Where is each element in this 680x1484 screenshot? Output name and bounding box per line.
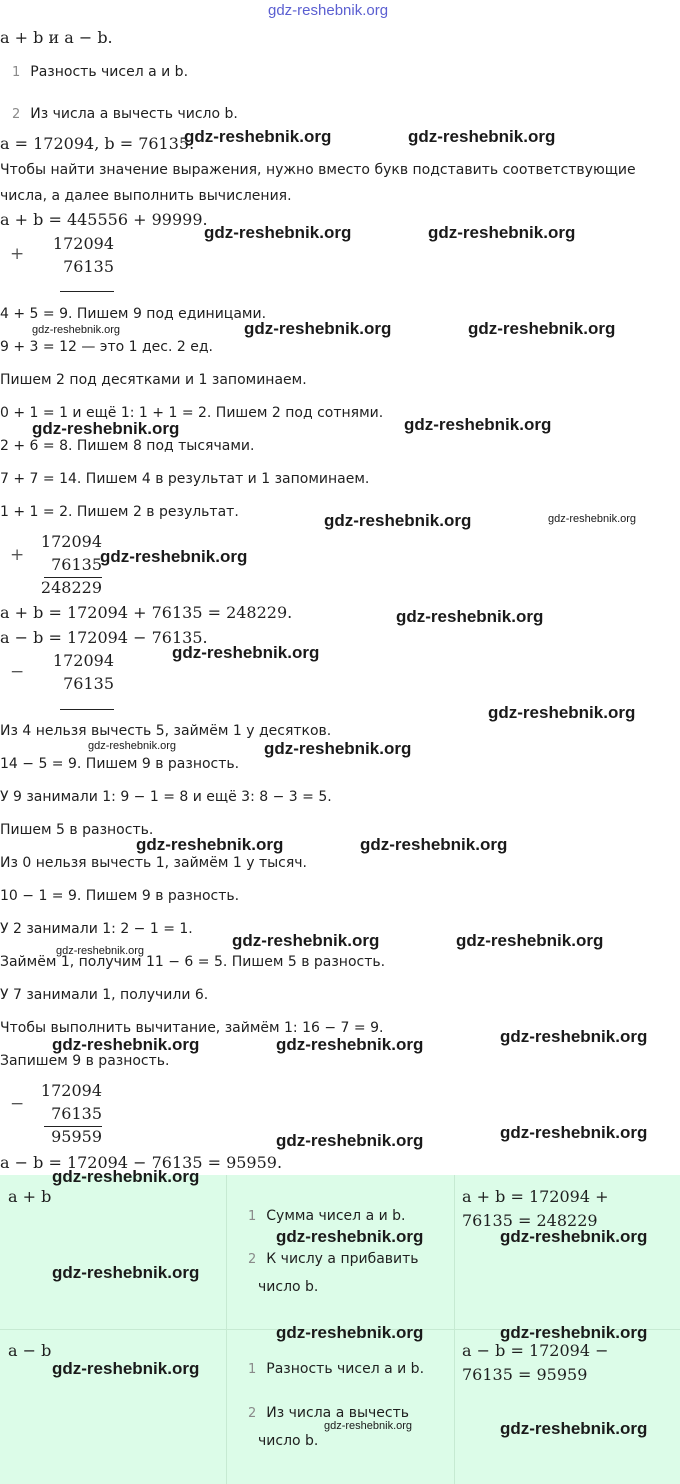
minus-sign: − (10, 662, 25, 682)
list-text: Разность чисел a и b. (266, 1361, 425, 1377)
difference-result: a − b = 172094 − 76135 = 95959. (0, 1153, 283, 1172)
list-index: 2 (12, 107, 21, 122)
subtrahend: 76135 (63, 674, 114, 693)
watermark-text: gdz-reshebnik.org (456, 931, 604, 950)
watermark-text: gdz-reshebnik.org (32, 419, 180, 438)
plus-sign: + (10, 545, 25, 565)
add-step-5: 2 + 6 = 8. Пишем 8 под тысячами. (0, 438, 255, 454)
watermark-text: gdz-reshebnik.org (324, 511, 472, 530)
table-row2-value-line2: 76135 = 95959 (462, 1365, 588, 1384)
table-row2-item-2-cont: число b. (258, 1433, 319, 1449)
watermark-text: gdz-reshebnik.org (548, 513, 637, 525)
watermark-text: gdz-reshebnik.org (52, 1035, 200, 1054)
addend-1: 172094 (52, 234, 114, 253)
table-row2-item-2 (248, 1405, 409, 1421)
sub-step-3: У 9 занимали 1: 9 − 1 = 8 и ещё 3: 8 − 3 = 5. (0, 789, 332, 805)
watermark-text: gdz-reshebnik.org (52, 1263, 200, 1282)
add-step-2: 9 + 3 = 12 — это 1 дес. 2 ед. (0, 339, 213, 355)
table-row1-item-2-cont: число b. (258, 1279, 319, 1295)
list-text: Из числа a вычесть число b. (30, 106, 238, 122)
watermark-text: gdz-reshebnik.org (204, 223, 352, 242)
sub-step-8: Займём 1, получим 11 − 6 = 5. Пишем 5 в разность. (0, 954, 386, 970)
table-row1-item-1 (248, 1208, 406, 1224)
add-step-3: Пишем 2 под десятками и 1 запоминаем. (0, 372, 307, 388)
watermark-text: gdz-reshebnik.org (500, 1123, 648, 1142)
list-index: 1 (248, 1362, 257, 1377)
table-row1-value-line2: 76135 = 248229 (462, 1211, 598, 1230)
add-step-7: 1 + 1 = 2. Пишем 2 в результат. (0, 504, 239, 520)
watermark-text: gdz-reshebnik.org (52, 1359, 200, 1378)
plus-sign: + (10, 244, 25, 264)
add-step-6: 7 + 7 = 14. Пишем 4 в результат и 1 запоминаем. (0, 471, 370, 487)
sum-expression: a + b = 445556 + 99999. (0, 210, 208, 229)
sub-step-6: 10 − 1 = 9. Пишем 9 в разность. (0, 888, 240, 904)
add-step-1: 4 + 5 = 9. Пишем 9 под единицами. (0, 306, 267, 322)
watermark-text: gdz-reshebnik.org (500, 1419, 648, 1438)
watermark-text: gdz-reshebnik.org (172, 643, 320, 662)
table-row1-value-line1: a + b = 172094 + (462, 1187, 609, 1206)
list-text: Разность чисел a и b. (30, 64, 189, 80)
list-index: 2 (248, 1406, 257, 1421)
table-row1-item-2 (248, 1251, 419, 1267)
list-index: 1 (12, 65, 21, 80)
watermark-text: gdz-reshebnik.org (56, 945, 145, 957)
sum-result-column: 248229 (40, 578, 102, 597)
subtrahend: 76135 (51, 1104, 102, 1123)
table-row2-value-line1: a − b = 172094 − (462, 1341, 609, 1360)
watermark-text: gdz-reshebnik.org (32, 324, 121, 336)
sub-step-11: Запишем 9 в разность. (0, 1053, 170, 1069)
watermark-text: gdz-reshebnik.org (488, 703, 636, 722)
sum-result: a + b = 172094 + 76135 = 248229. (0, 603, 293, 622)
minuend: 172094 (40, 1081, 102, 1100)
list-index: 1 (248, 1209, 257, 1224)
minus-sign: − (10, 1094, 25, 1114)
watermark-text: gdz-reshebnik.org (360, 835, 508, 854)
given-values: a = 172094, b = 76135. (0, 134, 195, 153)
watermark-text: gdz-reshebnik.org (404, 415, 552, 434)
minuend: 172094 (52, 651, 114, 670)
table-row1-expression: a + b (8, 1187, 52, 1206)
watermark-text: gdz-reshebnik.org (396, 607, 544, 626)
list-text: Из числа a вычесть (266, 1405, 410, 1421)
watermark-text: gdz-reshebnik.org (500, 1227, 648, 1246)
table-row2-expression: a − b (8, 1341, 52, 1360)
watermark-text: gdz-reshebnik.org (500, 1323, 648, 1342)
watermark-text: gdz-reshebnik.org (276, 1323, 424, 1342)
sub-step-9: У 7 занимали 1, получили 6. (0, 987, 209, 1003)
addend-2: 76135 (51, 555, 102, 574)
watermark-text: gdz-reshebnik.org (408, 127, 556, 146)
add-step-4: 0 + 1 = 1 и ещё 1: 1 + 1 = 2. Пишем 2 под сотнями. (0, 405, 384, 421)
watermark-text: gdz-reshebnik.org (264, 739, 412, 758)
watermark-text: gdz-reshebnik.org (100, 547, 248, 566)
watermark-text: gdz-reshebnik.org (276, 1227, 424, 1246)
list-text: К числу a прибавить (266, 1251, 419, 1267)
watermark-text: gdz-reshebnik.org (500, 1027, 648, 1046)
watermark-text: gdz-reshebnik.org (276, 1035, 424, 1054)
difference-result-column: 95959 (51, 1127, 102, 1146)
sub-step-4: Пишем 5 в разность. (0, 822, 154, 838)
site-header-link[interactable]: gdz-reshebnik.org (268, 2, 389, 19)
intro-list-item-2 (12, 106, 238, 122)
sub-step-7: У 2 занимали 1: 2 − 1 = 1. (0, 921, 193, 937)
addend-1: 172094 (40, 532, 102, 551)
column-line (60, 709, 114, 710)
difference-expression: a − b = 172094 − 76135. (0, 628, 208, 647)
sub-step-10: Чтобы выполнить вычитание, займём 1: 16 − 7 = 9. (0, 1020, 384, 1036)
watermark-text: gdz-reshebnik.org (232, 931, 380, 950)
explanation-line-1: Чтобы найти значение выражения, нужно вместо букв подставить соответствующие (0, 162, 636, 178)
watermark-text: gdz-reshebnik.org (428, 223, 576, 242)
explanation-line-2: числа, а далее выполнить вычисления. (0, 188, 292, 204)
sub-step-5: Из 0 нельзя вычесть 1, займём 1 у тысяч. (0, 855, 308, 871)
table-row2-item-1 (248, 1361, 424, 1377)
watermark-text: gdz-reshebnik.org (88, 740, 177, 752)
watermark-text: gdz-reshebnik.org (184, 127, 332, 146)
sub-step-2: 14 − 5 = 9. Пишем 9 в разность. (0, 756, 240, 772)
column-line (60, 291, 114, 292)
list-text: Сумма чисел a и b. (266, 1208, 406, 1224)
watermark-text: gdz-reshebnik.org (324, 1420, 413, 1432)
sub-step-1: Из 4 нельзя вычесть 5, займём 1 у десятков. (0, 723, 332, 739)
intro-list-item-1 (12, 64, 188, 80)
watermark-text: gdz-reshebnik.org (276, 1131, 424, 1150)
watermark-text: gdz-reshebnik.org (136, 835, 284, 854)
list-index: 2 (248, 1252, 257, 1267)
watermark-text: gdz-reshebnik.org (52, 1167, 200, 1186)
intro-expression: a + b и a − b. (0, 28, 113, 47)
watermark-text: gdz-reshebnik.org (244, 319, 392, 338)
addend-2: 76135 (63, 257, 114, 276)
watermark-text: gdz-reshebnik.org (468, 319, 616, 338)
